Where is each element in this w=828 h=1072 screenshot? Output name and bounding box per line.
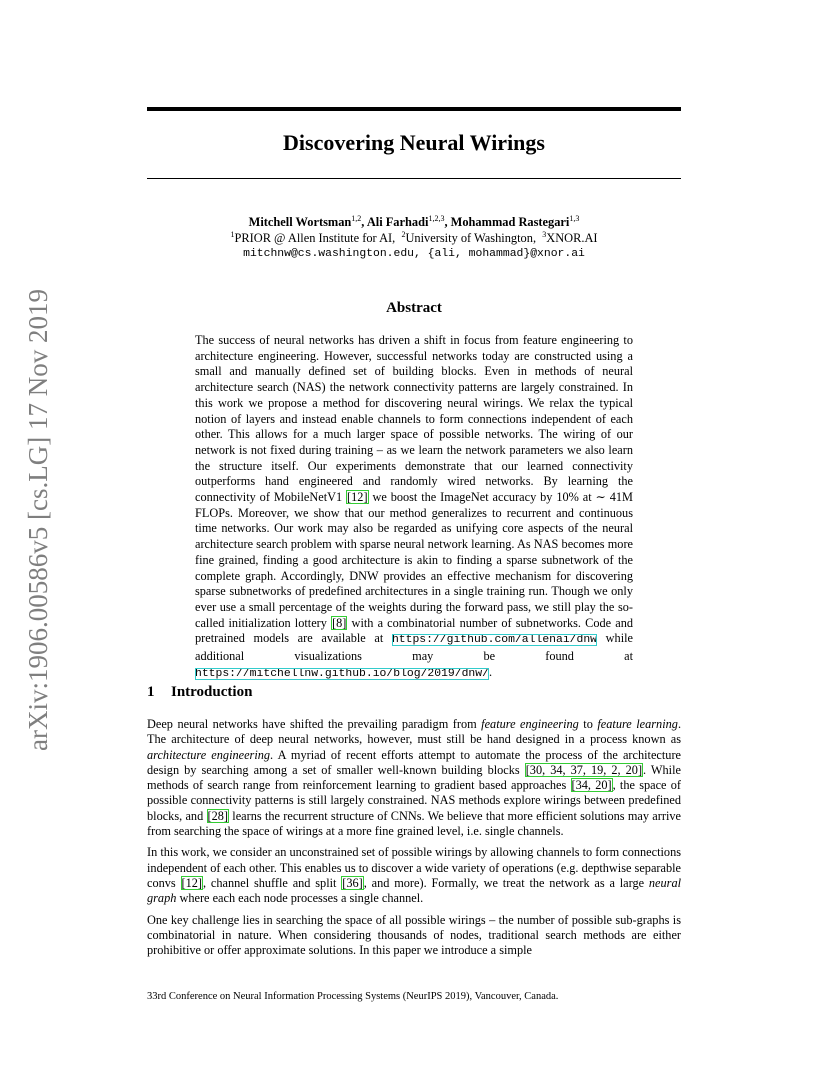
body-text: , channel shuffle and split [203,875,342,890]
affiliations [147,230,681,246]
paragraph [147,913,681,959]
affil-3-mark: 3 [542,230,547,239]
author-3-affil: 1,3 [569,214,580,223]
paper-title: Discovering Neural Wirings [283,130,545,155]
abstract-text: with a combinatorial number of subnetworks. Code and pretrained models are available at [195,615,633,646]
title-rule-top [147,107,681,111]
citation-link[interactable]: [28] [207,808,229,823]
emphasis: neural graph [147,875,682,906]
author-3: Mohammad Rastegari [450,215,570,229]
abstract-body [195,333,633,682]
paragraph [147,845,681,906]
abstract-text: The success of neural networks has driven a shift in focus from feature engineering to architecture engineering. However, successful networks today are constructed using a small and manually defined set of building blocks. Even in methods of neural architecture search (NAS) the network connectivity patterns are largely constrained. In this work we propose a method for discovering neural wirings. We relax the typical notion of layers and instead enable channels to form connections independent of each other. This allows for a much larger space of possible networks. The wiring of our network is not fixed during training – as we learn the network parameters we also learn the structure itself. Our experiments demonstrate that our learned connectivity outperforms hand engineered and randomly wired networks. By learning the connectivity of MobileNetV1 [195,333,633,505]
affil-1-mark: 1 [230,230,235,239]
abstract-text: . [488,664,493,679]
introduction-body [147,717,681,964]
title-rule-bottom [147,178,681,179]
emphasis: feature engineering [481,717,579,731]
citation-link[interactable]: [12] [181,875,203,890]
author-2-affil: 1,2,3 [428,214,445,223]
body-text: , and more). Formally, we treat the network as a large [363,875,649,890]
blog-url-link[interactable]: https://mitchellnw.github.io/blog/2019/dnw/ [195,667,489,680]
arxiv-sidebar-stamp: arXiv:1906.00586v5 [cs.LG] 17 Nov 2019 [23,289,53,751]
author-2: Ali Farhadi [366,215,429,229]
body-text: learns the recurrent structure of CNNs. We believe that more efficient solutions may arrive from searching the space of wirings at a more fine grained level, i.e. single channels. [147,808,681,839]
body-text: In this work, we consider an unconstrained set of possible wirings by allowing channels to form connections independent of each other. This enables us to discover a wide variety of operations (e.g. depthwise separable convs [147,845,681,890]
section-number: 1 [147,684,155,700]
author-emails: mitchnw@cs.washington.edu, {ali, mohammad}@xnor.ai [243,248,585,260]
author-1: Mitchell Wortsman [248,215,352,229]
emphasis: architecture engineering [147,747,271,762]
body-text: . While methods of search range from reinforcement learning to gradient based approaches [147,762,681,793]
abstract-heading: Abstract [386,300,442,316]
author-1-affil: 1,2 [351,214,362,223]
author-block [147,214,681,262]
body-text: , the space of possible connectivity patterns is still largely constrained. NAS methods explore wirings between predefined blocks, and [147,778,681,823]
body-text: . The architecture of deep neural networks, however, must still be hand designed in a process known as [147,717,682,747]
affil-2: University of Washington, [405,231,537,245]
citation-link[interactable]: [34, 20] [571,778,612,793]
conference-footer: 33rd Conference on Neural Information Processing Systems (NeurIPS 2019), Vancouver, Canada. [147,991,559,1002]
citation-link[interactable]: [30, 34, 37, 19, 2, 20] [525,762,643,777]
body-text: to [578,717,598,731]
section-heading-introduction [147,684,252,701]
affil-1: PRIOR @ Allen Institute for AI, [234,231,396,245]
citation-link[interactable]: [8] [332,615,347,630]
author-names: Mitchell Wortsman$^{1,2}$, Ali Farhadi$^{1,2,3}$, Mohammad Rastegari$^{1,3}$ [248,214,580,229]
citation-link[interactable]: [12] [347,490,368,505]
affil-3: XNOR.AI [546,231,598,245]
body-text: Deep neural networks have shifted the prevailing paradigm from [147,717,482,731]
citation-link[interactable]: [36] [342,875,363,890]
body-text: . A myriad of recent efforts attempt to automate the process of the architecture design by searching among a set of smaller well-known building blocks [147,747,681,777]
abstract-text: while additional visualizations may be found at [195,631,633,664]
affil-2-mark: 2 [401,230,406,239]
body-text: One key challenge lies in searching the space of all possible wirings – the number of possible sub-graphs is combinatorial in nature. When considering thousands of nodes, traditional search methods are either prohibitive or offer approximate solutions. In this paper we introduce a simple [147,912,681,958]
emphasis: feature learning [597,717,678,731]
body-text: where each each node processes a single channel. [176,891,424,906]
abstract-text: we boost the ImageNet accuracy by 10% at ∼ 41M FLOPs. Moreover, we show that our method generalizes to recurrent and continuous time networks. Our work may also be regarded as unifying core aspects of the neural architecture search problem with sparse neural network learning. As NAS becomes more fine grained, finding a good architecture is akin to finding a sparse subnetwork of the complete graph. Accordingly, DNW provides an effective mechanism for discovering sparse subnetworks of predefined architectures in a single training run. Though we only ever use a small percentage of the weights during the forward pass, we still play the so-called initialization lottery [195,490,633,630]
code-url-link[interactable]: https://github.com/allenai/dnw [391,634,598,647]
section-title: Introduction [171,684,253,700]
paragraph [147,717,681,839]
